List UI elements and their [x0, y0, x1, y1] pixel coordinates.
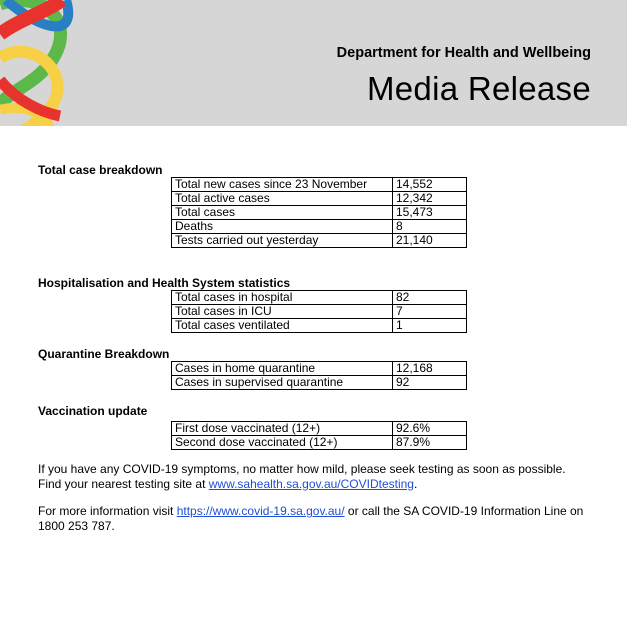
row-value: 7 [393, 305, 467, 319]
row-label: Tests carried out yesterday [172, 234, 393, 248]
symptoms-line-2-suffix: . [413, 476, 418, 491]
table-row [172, 234, 467, 248]
vaccination-table [171, 421, 467, 450]
section-title-quarantine: Quarantine Breakdown [38, 347, 170, 361]
media-release-header [0, 0, 627, 126]
row-value: 82 [393, 291, 467, 305]
row-value: 15,473 [393, 206, 467, 220]
row-value: 87.9% [393, 436, 467, 450]
symptoms-line-2-prefix: Find your nearest testing site at [38, 476, 209, 491]
table-row [172, 305, 467, 319]
row-label: Total new cases since 23 November [172, 178, 393, 192]
table-row [172, 178, 467, 192]
quarantine-table [171, 361, 467, 390]
hospital-table [171, 290, 467, 333]
table-row [172, 319, 467, 333]
row-label: Total cases in ICU [172, 305, 393, 319]
row-value: 92.6% [393, 422, 467, 436]
table-row [172, 291, 467, 305]
table-row [172, 362, 467, 376]
row-value: 12,168 [393, 362, 467, 376]
section-title-total-case: Total case breakdown [38, 163, 163, 177]
table-row [172, 422, 467, 436]
sa-health-ribbon-logo [0, 0, 110, 126]
section-title-vaccination: Vaccination update [38, 404, 148, 418]
row-label: Total cases in hospital [172, 291, 393, 305]
row-value: 14,552 [393, 178, 467, 192]
table-row [172, 220, 467, 234]
info-phone-number: 1800 253 787. [38, 518, 115, 533]
row-value: 1 [393, 319, 467, 333]
row-label: Total cases ventilated [172, 319, 393, 333]
row-label: Total cases [172, 206, 393, 220]
covid-info-link[interactable]: https://www.covid-19.sa.gov.au/ [176, 504, 345, 518]
table-row [172, 192, 467, 206]
row-label: Total active cases [172, 192, 393, 206]
info-suffix: or call the SA COVID-19 Information Line on [344, 504, 584, 518]
info-paragraph [38, 504, 598, 533]
table-row [172, 376, 467, 390]
row-label: Second dose vaccinated (12+) [172, 436, 393, 450]
table-row [172, 436, 467, 450]
symptoms-paragraph [38, 462, 598, 491]
symptoms-line-1: If you have any COVID-19 symptoms, no matter how mild, please seek testing as soon as possible. [38, 462, 566, 476]
row-value: 12,342 [393, 192, 467, 206]
row-value: 8 [393, 220, 467, 234]
section-title-hospital: Hospitalisation and Health System statistics [38, 276, 291, 290]
total-case-table [171, 177, 467, 248]
row-value: 21,140 [393, 234, 467, 248]
page-title: Media Release [366, 70, 591, 107]
table-row [172, 206, 467, 220]
department-name: Department for Health and Wellbeing [336, 45, 591, 61]
info-prefix: For more information visit [38, 504, 177, 518]
testing-site-link[interactable]: www.sahealth.sa.gov.au/COVIDtesting [208, 476, 414, 491]
row-label: Deaths [172, 220, 393, 234]
row-label: Cases in supervised quarantine [172, 376, 393, 390]
row-value: 92 [393, 376, 467, 390]
row-label: First dose vaccinated (12+) [172, 422, 393, 436]
row-label: Cases in home quarantine [172, 362, 393, 376]
